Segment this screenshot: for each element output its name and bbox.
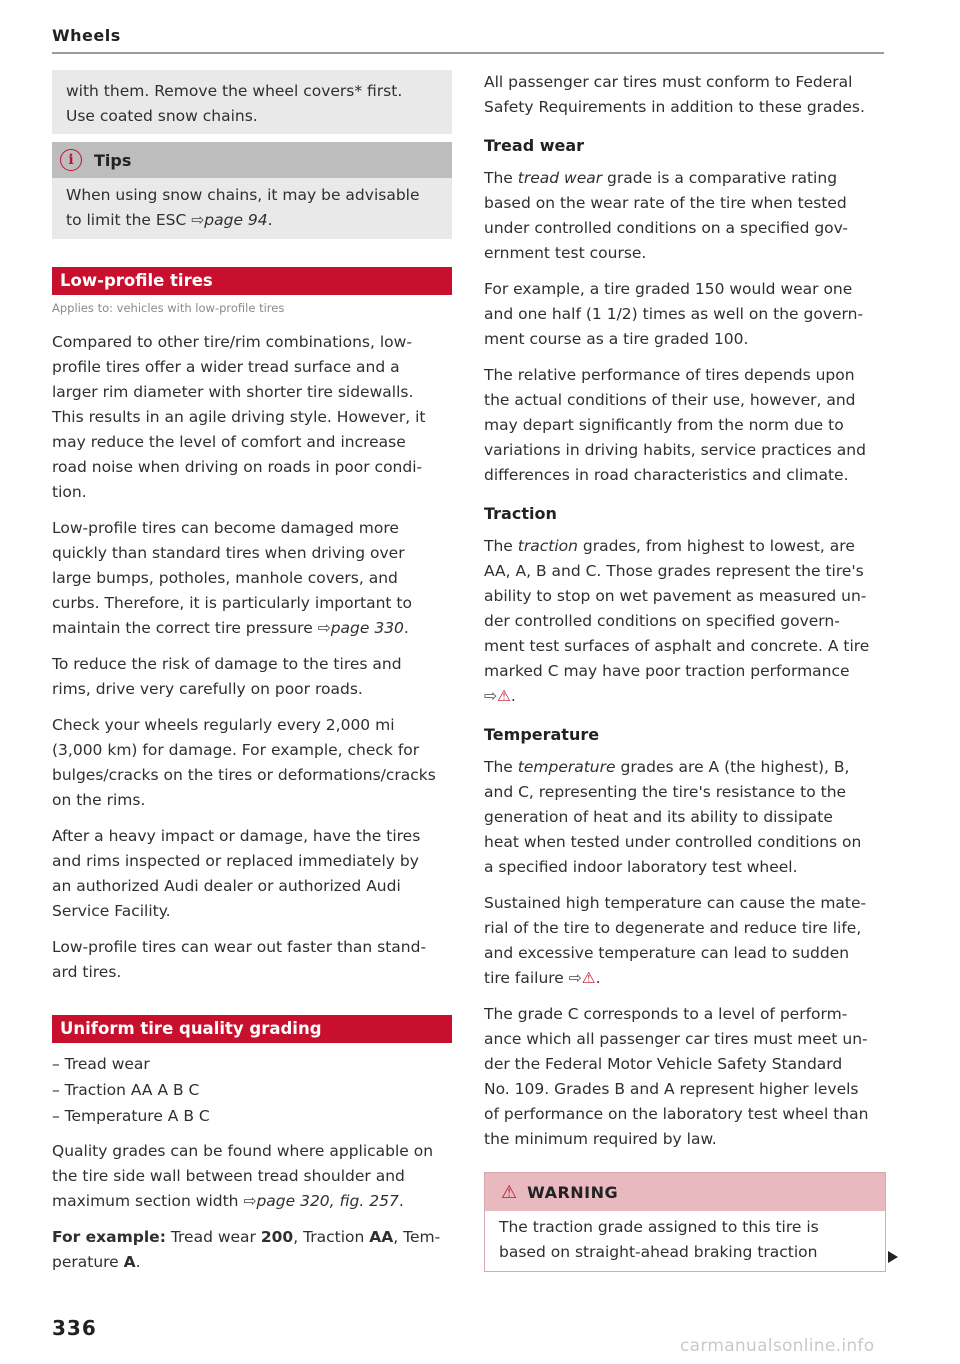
text-line: (3,000 km) for damage. For example, check for xyxy=(52,741,420,759)
snow-chains-box xyxy=(52,70,452,134)
warning-header xyxy=(485,1173,885,1211)
emphasis: temperature xyxy=(517,758,616,776)
text-line: road noise when driving on roads in poor condi- xyxy=(52,458,423,476)
paragraph xyxy=(484,534,884,709)
text-line: a specified indoor laboratory test wheel. xyxy=(484,858,798,876)
subheading-traction: Traction xyxy=(484,504,557,523)
page-ref-link[interactable]: page 330 xyxy=(330,619,404,637)
warning-box xyxy=(484,1172,886,1272)
text-line: Quality grades can be found where applicable on xyxy=(52,1142,434,1160)
text-line: The relative performance of tires depends upon xyxy=(484,366,855,384)
text-line: marked C may have poor traction performance xyxy=(484,662,850,680)
text-line xyxy=(52,1225,452,1250)
applies-to-note: Applies to: vehicles with low-profile tires xyxy=(52,301,285,315)
text-line: under controlled conditions on a specified gov- xyxy=(484,219,849,237)
text-line: AA, A, B and C. Those grades represent the tire's xyxy=(484,562,864,580)
text-line: ability to stop on wet pavement as measured un- xyxy=(484,587,867,605)
paragraph xyxy=(52,330,452,505)
text-line: differences in road characteristics and climate. xyxy=(484,466,849,484)
text-line: tion. xyxy=(52,483,87,501)
text-span: The xyxy=(484,758,518,776)
example-paragraph xyxy=(52,1225,452,1275)
page-ref-link[interactable]: page 94 xyxy=(204,211,268,229)
text-line: and excessive temperature can lead to sudden xyxy=(484,944,850,962)
arrow-right-icon: ⇨ xyxy=(568,969,582,987)
text-line: an authorized Audi dealer or authorized Audi xyxy=(52,877,401,895)
watermark: carmanualsonline.info xyxy=(680,1336,875,1356)
emphasis: traction xyxy=(517,537,578,555)
paragraph xyxy=(484,363,884,488)
left-column xyxy=(52,70,452,1286)
text-line xyxy=(52,1189,452,1214)
text-line: the actual conditions of their use, however, and xyxy=(484,391,856,409)
tips-title: Tips xyxy=(94,150,132,170)
tips-body xyxy=(52,178,452,239)
text-line: The grade C corresponds to a level of perform- xyxy=(484,1005,848,1023)
text-line: der the Federal Motor Vehicle Safety Standard xyxy=(484,1055,843,1073)
tips-line: When using snow chains, it may be advisable xyxy=(66,186,420,204)
text-line: of performance on the laboratory test wheel than xyxy=(484,1105,869,1123)
info-icon: i xyxy=(60,149,82,171)
text-line: the minimum required by law. xyxy=(484,1130,717,1148)
text-line: may depart significantly from the norm due to xyxy=(484,416,844,434)
text-span: grades, from highest to lowest, are xyxy=(577,537,855,555)
text-line: may reduce the level of comfort and increase xyxy=(52,433,406,451)
snow-box-line: with them. Remove the wheel covers* first. xyxy=(66,82,403,100)
paragraph xyxy=(52,652,452,702)
paragraph xyxy=(484,166,884,266)
text-line: rial of the tire to degenerate and reduce tire life, xyxy=(484,919,862,937)
tips-header xyxy=(52,142,452,178)
continue-arrow-icon[interactable] xyxy=(888,1251,898,1263)
right-column xyxy=(484,70,884,1272)
text-line xyxy=(484,684,884,709)
text-line: based on the wear rate of the tire when tested xyxy=(484,194,847,212)
subheading-temperature: Temperature xyxy=(484,725,600,744)
paragraph xyxy=(484,755,884,880)
tips-text: to limit the ESC xyxy=(66,211,192,229)
text-line: ernment test course. xyxy=(484,244,647,262)
text-line: The traction grade assigned to this tire is xyxy=(499,1218,819,1236)
text-span: . xyxy=(403,619,409,637)
paragraph xyxy=(484,277,884,352)
text-line: quickly than standard tires when driving over xyxy=(52,544,405,562)
text-span: , Tem- xyxy=(393,1228,441,1246)
text-line: Check your wheels regularly every 2,000 mi xyxy=(52,716,395,734)
text-line: der controlled conditions on specified govern- xyxy=(484,612,840,630)
text-span: Tread wear xyxy=(165,1228,261,1246)
paragraph xyxy=(52,516,452,641)
text-span: , Traction xyxy=(293,1228,370,1246)
warning-title: WARNING xyxy=(527,1182,619,1202)
text-line: To reduce the risk of damage to the tires and xyxy=(52,655,402,673)
text-line: All passenger car tires must conform to Federal xyxy=(484,73,853,91)
emphasis: tread wear xyxy=(517,169,603,187)
example-value: A xyxy=(123,1253,136,1271)
text-span: The xyxy=(484,537,518,555)
text-line: After a heavy impact or damage, have the tires xyxy=(52,827,421,845)
text-line xyxy=(52,616,452,641)
text-span: perature xyxy=(52,1253,124,1271)
text-line xyxy=(484,755,884,780)
text-line: Sustained high temperature can cause the mate- xyxy=(484,894,867,912)
snow-box-line: Use coated snow chains. xyxy=(66,107,258,125)
list-item: – Traction AA A B C xyxy=(52,1081,200,1099)
text-line: and rims inspected or replaced immediately by xyxy=(52,852,419,870)
text-line: rims, drive very carefully on poor roads. xyxy=(52,680,363,698)
text-line xyxy=(484,534,884,559)
text-line: heat when tested under controlled conditions on xyxy=(484,833,862,851)
text-span: grades are A (the highest), B, xyxy=(615,758,850,776)
text-line: and one half (1 1/2) times as well on the govern- xyxy=(484,305,864,323)
text-span: maximum section width xyxy=(52,1192,244,1210)
subheading-tread-wear: Tread wear xyxy=(484,136,585,155)
warning-triangle-icon[interactable]: ⚠ xyxy=(581,969,596,987)
text-span: . xyxy=(398,1192,404,1210)
text-line: Low-profile tires can become damaged more xyxy=(52,519,399,537)
text-span: tire failure xyxy=(484,969,569,987)
tips-text: . xyxy=(267,211,273,229)
text-line: generation of heat and its ability to dissipate xyxy=(484,808,833,826)
text-line xyxy=(52,1250,452,1275)
paragraph xyxy=(52,713,452,813)
paragraph xyxy=(484,891,884,991)
running-head-title: Wheels xyxy=(52,26,121,45)
warning-triangle-icon: ⚠ xyxy=(501,1181,518,1203)
text-line: ard tires. xyxy=(52,963,122,981)
text-line: ance which all passenger car tires must meet un- xyxy=(484,1030,868,1048)
text-span: . xyxy=(510,687,516,705)
text-span: . xyxy=(135,1253,141,1271)
text-line: on the rims. xyxy=(52,791,146,809)
section-title-low-profile: Low-profile tires xyxy=(52,267,452,295)
paragraph xyxy=(484,1002,884,1152)
text-line: This results in an agile driving style. However, it xyxy=(52,408,426,426)
example-value: AA xyxy=(369,1228,394,1246)
warning-body xyxy=(485,1211,885,1271)
text-line: No. 109. Grades B and A represent higher levels xyxy=(484,1080,859,1098)
text-line: profile tires offer a wider tread surface and a xyxy=(52,358,400,376)
arrow-right-icon: ⇨ xyxy=(317,619,331,637)
text-line: based on straight-ahead braking traction xyxy=(499,1243,818,1261)
text-span: grade is a comparative rating xyxy=(602,169,838,187)
text-line: Compared to other tire/rim combinations, low- xyxy=(52,333,412,351)
text-line: large bumps, potholes, manhole covers, and xyxy=(52,569,398,587)
text-line: and C, representing the tire's resistance to the xyxy=(484,783,847,801)
paragraph xyxy=(52,1139,452,1214)
page-ref-link[interactable]: page 320, fig. 257 xyxy=(256,1192,399,1210)
text-line: curbs. Therefore, it is particularly important to xyxy=(52,594,412,612)
text-line: variations in driving habits, service practices and xyxy=(484,441,866,459)
text-line: Service Facility. xyxy=(52,902,171,920)
text-line xyxy=(484,166,884,191)
example-value: 200 xyxy=(260,1228,294,1246)
text-line: larger rim diameter with shorter tire sidewalls. xyxy=(52,383,414,401)
text-line: Safety Requirements in addition to these grades. xyxy=(484,98,865,116)
text-span: The xyxy=(484,169,518,187)
paragraph xyxy=(484,70,884,120)
text-line: ment test surfaces of asphalt and concrete. A tire xyxy=(484,637,870,655)
text-line: Low-profile tires can wear out faster than stand- xyxy=(52,938,427,956)
arrow-right-icon: ⇨ xyxy=(191,211,205,229)
text-span: maintain the correct tire pressure xyxy=(52,619,318,637)
section-title-utqg: Uniform tire quality grading xyxy=(52,1015,452,1043)
text-line: For example, a tire graded 150 would wear one xyxy=(484,280,853,298)
text-span: . xyxy=(595,969,601,987)
example-label: For example: xyxy=(52,1228,166,1246)
paragraph xyxy=(52,824,452,924)
paragraph xyxy=(52,935,452,985)
tips-line xyxy=(66,208,438,233)
warning-triangle-icon[interactable]: ⚠ xyxy=(497,687,511,705)
arrow-right-icon: ⇨ xyxy=(484,687,497,705)
text-line: bulges/cracks on the tires or deformations/cracks xyxy=(52,766,436,784)
list-item: – Tread wear xyxy=(52,1055,150,1073)
text-line: ment course as a tire graded 100. xyxy=(484,330,749,348)
grade-list xyxy=(52,1051,452,1129)
text-line xyxy=(484,966,884,991)
arrow-right-icon: ⇨ xyxy=(243,1192,257,1210)
list-item: – Temperature A B C xyxy=(52,1107,210,1125)
header-rule xyxy=(52,52,884,54)
text-line: the tire side wall between tread shoulder and xyxy=(52,1167,405,1185)
page-number: 336 xyxy=(52,1316,97,1340)
